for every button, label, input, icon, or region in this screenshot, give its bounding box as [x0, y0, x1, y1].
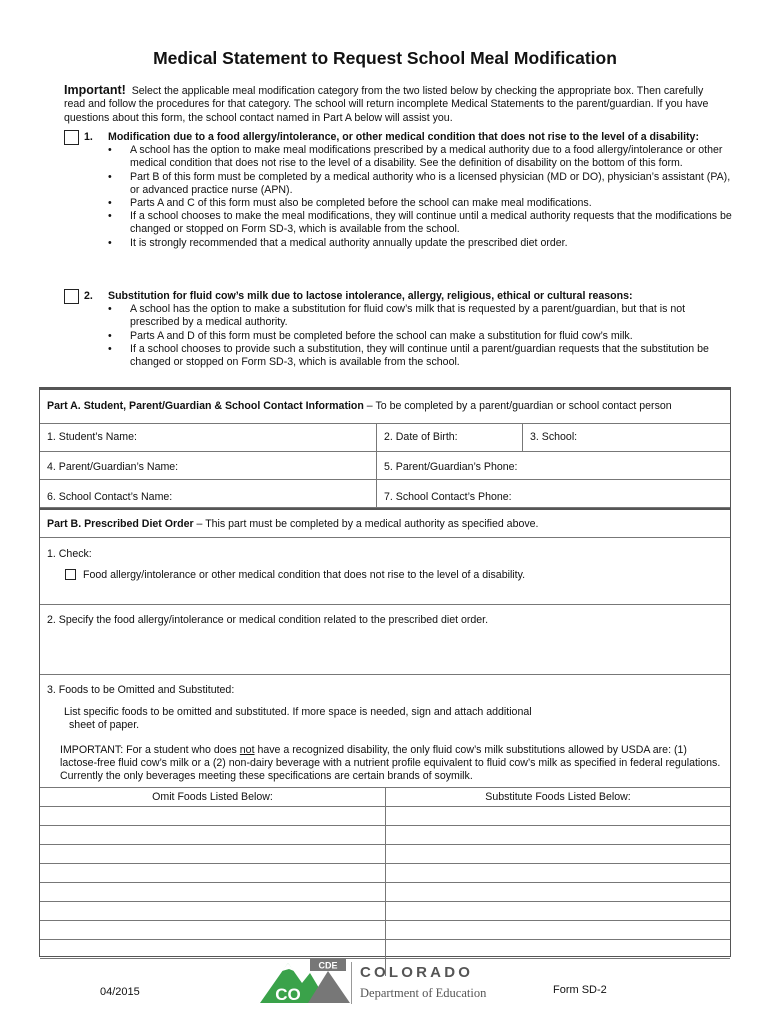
- cde-logo-text: CDE: [318, 960, 338, 971]
- intro-paragraph: [64, 84, 724, 125]
- school-field[interactable]: [522, 424, 730, 451]
- option-2-bullet-2: • Parts A and D of this form must be completed before the school can make a substitution for fluid cow’s milk.: [130, 330, 734, 343]
- substitute-food-cell[interactable]: [385, 807, 730, 825]
- foods-table-header: [40, 787, 730, 806]
- substitute-food-cell[interactable]: [385, 921, 730, 939]
- school-label: 3. School:: [530, 431, 578, 443]
- important-post: have a recognized disability, the only fluid cow’s milk substitutions allowed by USDA are: (1) lactose-free fluid cow’s milk or a (2) non-dairy beverage with a nutrient profile equivalent to fluid cow’s milk as specified in federal regulations. Currently the only beverages meeting these specifications are certain brands of soymilk.: [60, 744, 721, 783]
- q2-field[interactable]: [40, 605, 730, 674]
- important-not: not: [239, 744, 255, 756]
- org-name-colorado: COLORADO: [360, 964, 474, 981]
- student-name-field[interactable]: [40, 424, 376, 451]
- option-1: [64, 131, 734, 250]
- option-1-number: 1.: [84, 131, 93, 143]
- important-pre: IMPORTANT: For a student who does: [60, 744, 240, 756]
- option-1-bullet-2: • Part B of this form must be completed by a medical authority who is a licensed physician (MD or DO), physician’s assistant (PA), or advanced practice nurse (APN).: [130, 171, 734, 197]
- q1-label: 1. Check:: [47, 548, 92, 560]
- option-1-bullet-5: • It is strongly recommended that a medical authority annually update the prescribed diet order.: [130, 237, 734, 250]
- part-a-title: Part A. Student, Parent/Guardian & School Contact Information: [47, 400, 364, 412]
- student-name-label: 1. Student’s Name:: [47, 431, 137, 443]
- form-date: 04/2015: [100, 986, 140, 998]
- important-label: Important!: [64, 83, 126, 97]
- foods-table-row: [40, 863, 730, 882]
- org-name-department: Department of Education: [360, 986, 487, 1000]
- foods-table-row: [40, 844, 730, 863]
- q3-label: 3. Foods to be Omitted and Substituted:: [47, 684, 235, 696]
- parent-name-label: 4. Parent/Guardian’s Name:: [47, 461, 179, 473]
- cde-logo: [258, 957, 356, 1007]
- omit-food-cell[interactable]: [40, 826, 385, 844]
- q3-note-line-2: sheet of paper.: [69, 719, 140, 732]
- dob-field[interactable]: [376, 424, 522, 451]
- form-id: Form SD-2: [553, 984, 607, 996]
- omit-food-cell[interactable]: [40, 864, 385, 882]
- contact-name-field[interactable]: [40, 480, 376, 507]
- part-b-q1: [40, 538, 730, 605]
- foods-table-row: [40, 806, 730, 825]
- substitute-food-cell[interactable]: [385, 902, 730, 920]
- option-2-bullet-1: • A school has the option to make a substitution for fluid cow’s milk that is requested by a parent/guardian, but that is not prescribed by a medical authority.: [130, 303, 734, 329]
- option-2-bullets: [64, 303, 734, 369]
- foods-table-row: [40, 825, 730, 844]
- option-2-checkbox[interactable]: [64, 289, 79, 304]
- part-b-instructions: – This part must be completed by a medical authority as specified above.: [193, 518, 539, 530]
- part-b-title: Part B. Prescribed Diet Order: [47, 518, 194, 530]
- intro-text: Select the applicable meal modification category from the two listed below by checking the appropriate box. Then carefully read and follow the procedures for that category. The school will return incomplete Medical Statements to the parent/guardian. If you have questions about this form, the school contact named in Part A below will assist you.: [64, 85, 709, 124]
- form-box: [39, 387, 731, 957]
- omit-food-cell[interactable]: [40, 940, 385, 958]
- q1-option-label: Food allergy/intolerance or other medical condition that does not rise to the level of a disability.: [83, 569, 526, 581]
- omit-food-cell[interactable]: [40, 921, 385, 939]
- foods-table: [40, 787, 730, 976]
- option-1-bullet-3: • Parts A and C of this form must also be completed before the school can make meal modifications.: [130, 197, 734, 210]
- contact-phone-label: 7. School Contact’s Phone:: [384, 491, 512, 503]
- foods-table-row: [40, 920, 730, 939]
- substitute-food-cell[interactable]: [385, 826, 730, 844]
- option-2: [64, 290, 734, 369]
- q2-label: 2. Specify the food allergy/intolerance or medical condition related to the prescribed diet order.: [47, 614, 489, 626]
- part-a-row-3: [40, 480, 730, 508]
- q3-note: [64, 706, 704, 732]
- co-logo-text: CO: [275, 985, 301, 1004]
- page-title: Medical Statement to Request School Meal Modification: [153, 48, 617, 68]
- parent-name-field[interactable]: [40, 452, 376, 479]
- foods-table-row: [40, 882, 730, 901]
- usda-important-note: [60, 744, 726, 784]
- part-b-q3: [40, 675, 730, 785]
- part-a-row-1: [40, 424, 730, 452]
- part-b-header: [40, 508, 730, 538]
- substitute-food-cell[interactable]: [385, 864, 730, 882]
- substitute-food-cell[interactable]: [385, 883, 730, 901]
- omit-foods-header: Omit Foods Listed Below:: [152, 791, 273, 803]
- q3-note-line-1: List specific foods to be omitted and substituted. If more space is needed, sign and attach additional: [64, 706, 532, 718]
- foods-table-row: [40, 939, 730, 958]
- omit-food-cell[interactable]: [40, 845, 385, 863]
- option-1-checkbox[interactable]: [64, 130, 79, 145]
- option-1-heading: Modification due to a food allergy/intolerance, or other medical condition that does not rise to the level of a disability:: [108, 131, 699, 143]
- dob-label: 2. Date of Birth:: [384, 431, 458, 443]
- option-2-heading: Substitution for fluid cow’s milk due to lactose intolerance, allergy, religious, ethical or cultural reasons:: [108, 290, 633, 302]
- parent-phone-field[interactable]: [376, 452, 730, 479]
- foods-table-row: [40, 901, 730, 920]
- option-2-bullet-3: • If a school chooses to provide such a substitution, they will continue until a parent/guardian requests that the substitution be changed or stopped on Form SD-3, which is available from the school.: [130, 343, 734, 369]
- q1-option: [65, 569, 730, 581]
- omit-food-cell[interactable]: [40, 883, 385, 901]
- logo-divider: [351, 962, 352, 1004]
- omit-food-cell[interactable]: [40, 902, 385, 920]
- q1-checkbox[interactable]: [65, 569, 76, 580]
- part-a-instructions: – To be completed by a parent/guardian or school contact person: [363, 400, 672, 412]
- parent-phone-label: 5. Parent/Guardian’s Phone:: [384, 461, 518, 473]
- substitute-food-cell[interactable]: [385, 845, 730, 863]
- part-a-row-2: [40, 452, 730, 480]
- option-1-bullet-1: • A school has the option to make meal modifications prescribed by a medical authority due to a food allergy/intolerance or other medical condition that does not rise to the level of a disability. See the definition of disability on the bottom of this form.: [130, 144, 734, 170]
- substitute-foods-header: Substitute Foods Listed Below:: [385, 788, 730, 806]
- option-1-bullets: [64, 144, 734, 250]
- part-a-header: [40, 390, 730, 424]
- option-2-number: 2.: [84, 290, 93, 302]
- omit-food-cell[interactable]: [40, 807, 385, 825]
- part-b-q2: [40, 605, 730, 675]
- option-1-bullet-4: • If a school chooses to make the meal modifications, they will continue until a medical authority requests that the modifications be changed or stopped on Form SD-3, which is available from the school.: [130, 210, 734, 236]
- substitute-food-cell[interactable]: [385, 940, 730, 958]
- contact-phone-field[interactable]: [376, 480, 730, 507]
- contact-name-label: 6. School Contact’s Name:: [47, 491, 173, 503]
